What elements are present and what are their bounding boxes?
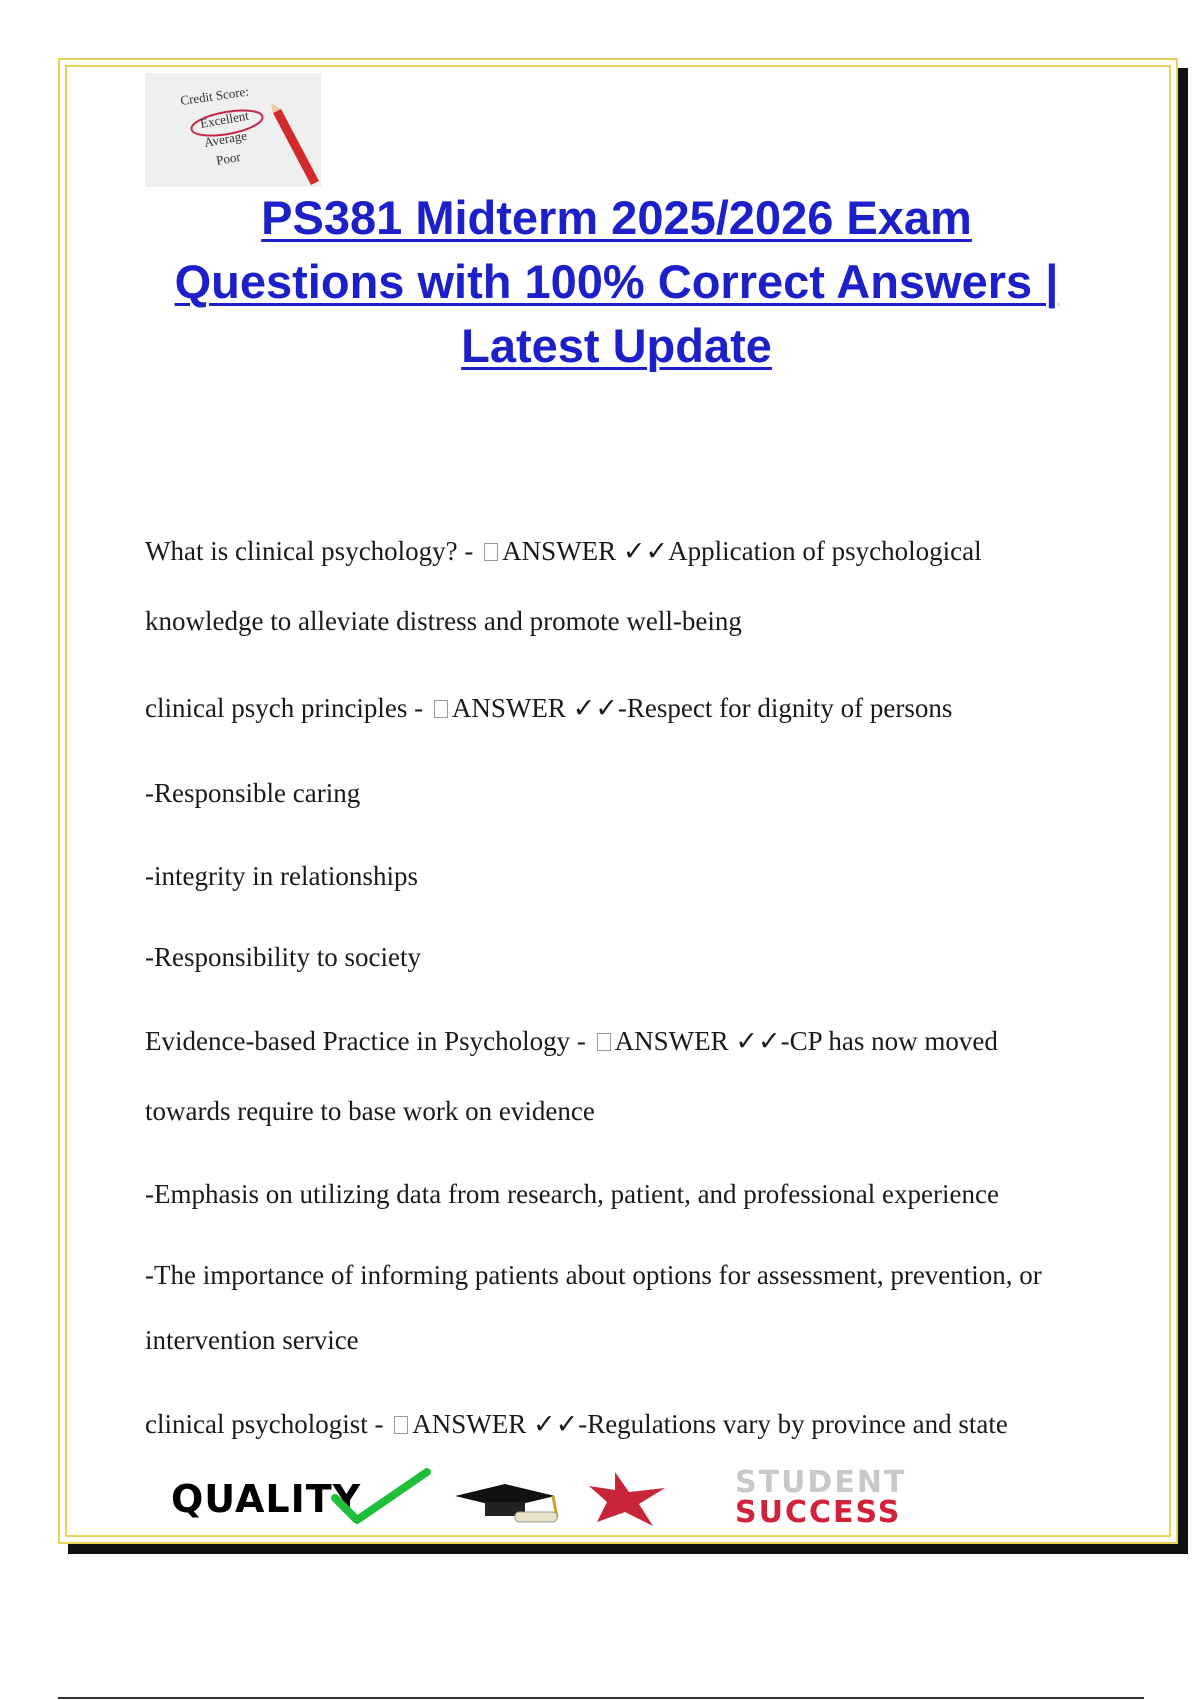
bottom-rule xyxy=(58,1697,1144,1699)
graduation-cap-icon xyxy=(455,1484,557,1522)
qa-line: -Responsible caring xyxy=(145,778,361,808)
answer-marker: ANSWER ✓✓ xyxy=(412,1409,579,1439)
qa-line xyxy=(145,534,982,568)
answer-marker: ANSWER ✓✓ xyxy=(614,1026,781,1056)
question-text: clinical psychologist - xyxy=(145,1409,391,1439)
checkbox-glyph-icon xyxy=(394,1416,408,1434)
answer-marker: ANSWER ✓✓ xyxy=(502,536,669,566)
logo-option-2: Average xyxy=(202,127,248,150)
answer-text: -CP has now moved xyxy=(780,1026,998,1056)
qa-line: -integrity in relationships xyxy=(145,861,418,891)
credit-score-logo xyxy=(145,73,321,187)
logo-option-1: Excellent xyxy=(198,107,250,131)
checkbox-glyph-icon xyxy=(597,1033,611,1051)
answer-text: -Respect for dignity of persons xyxy=(617,693,953,723)
question-text: What is clinical psychology? - xyxy=(145,536,481,566)
title-line-2: Questions with 100% Correct Answers | xyxy=(174,255,1059,308)
red-pencil-icon xyxy=(271,103,319,185)
success-text: SUCCESS xyxy=(735,1495,902,1530)
student-text: STUDENT xyxy=(735,1465,907,1500)
answer-text: Application of psychological xyxy=(668,536,982,566)
title-line-1: PS381 Midterm 2025/2026 Exam xyxy=(261,191,972,244)
title-line-3: Latest Update xyxy=(461,319,772,372)
checkbox-glyph-icon xyxy=(484,543,498,561)
qa-line xyxy=(145,1024,998,1058)
answer-text: -Regulations vary by province and state xyxy=(578,1409,1008,1439)
qa-line: knowledge to alleviate distress and promote well-being xyxy=(145,606,742,636)
qa-line: -Responsibility to society xyxy=(145,942,421,972)
qa-line xyxy=(145,1407,1008,1441)
logo-title: Credit Score: xyxy=(179,83,250,108)
document-title xyxy=(100,186,1133,378)
checkbox-glyph-icon xyxy=(434,700,448,718)
qa-line: intervention service xyxy=(145,1325,359,1355)
footer-banner xyxy=(145,1460,1065,1530)
logo-option-3: Poor xyxy=(214,148,242,168)
qa-line: -Emphasis on utilizing data from research, patient, and professional experience xyxy=(145,1179,999,1209)
qa-line: towards require to base work on evidence xyxy=(145,1096,595,1126)
question-text: clinical psych principles - xyxy=(145,693,430,723)
question-text: Evidence-based Practice in Psychology - xyxy=(145,1026,593,1056)
qa-line: -The importance of informing patients about options for assessment, prevention, or xyxy=(145,1260,1042,1290)
quality-text: QUALITY xyxy=(171,1477,362,1521)
answer-marker: ANSWER ✓✓ xyxy=(451,693,618,723)
qa-line xyxy=(145,691,952,725)
red-star-icon xyxy=(589,1472,665,1526)
